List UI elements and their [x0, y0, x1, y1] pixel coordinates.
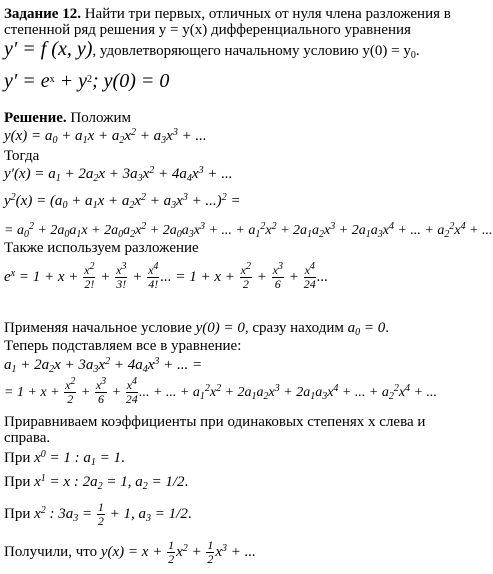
- task-text-1: Найти три первых, отличных от нуля члена разложения в: [80, 6, 451, 22]
- task-text-3: , удовлетворяющего начальному условию y(0) = y: [92, 43, 411, 59]
- text-also: Также используем разложение: [4, 240, 199, 256]
- ode-specific: $y' = e^x + y^2$; y(0) = 0: [4, 70, 170, 92]
- coef-x1: При $x^1 = x$ : $2a_2 = 1$, $a_2 = 1/2$.: [4, 473, 189, 492]
- ode-general: y′ = f (x, y): [4, 38, 93, 60]
- formula-lhs: $a_1 + 2a_2x + 3a_3x^2 + 4a_4x^3$ + ... =: [4, 356, 203, 375]
- solution-line-1: Решение. Положим: [4, 110, 132, 126]
- text-then: Тогда: [4, 148, 40, 164]
- formula-y-squared-expanded: = $a_0^2 + 2a_0a_1x + 2a_0a_2x^2 + 2a_0a_3x^3$ + ... + $a_1^2x^2 + 2a_1a_2x^3 + 2a_1a_3x^4$ + ... + $a_2^2x^4$ + ...: [4, 221, 493, 240]
- formula-y-series: $y(x) = a_0 + a_1x + a_2x^2 + a_3x^3$ + ...: [4, 127, 207, 146]
- text-compare-1: Приравниваем коэффициенты при одинаковых степенях x слева и: [4, 414, 426, 430]
- formula-exp-series: $e^x = 1 + x$ + $\frac{x^2}{2!}$ + $\frac{x^3}{3!}$ + $\frac{x^4}{4!}$ ... = 1 + x + $\frac{x^2}{2}$ + $\frac{x^3}{6}$ + $\frac{x^4}{24}$ ...: [4, 261, 329, 292]
- task-line-2: степенной ряд решения y = y(x) дифференциального уравнения: [4, 22, 411, 38]
- coef-x0: При $x^0 = 1$ : $a_1 = 1$.: [4, 449, 125, 468]
- formula-rhs: = 1 + x + $\frac{x^2}{2}$ + $\frac{x^3}{6}$ + $\frac{x^4}{24}$ ... + ... + $a_1^2x^2 + 2a_1a_2x^3 + 2a_1a_3x^4$ + ... + $a_2^2x^4$ + ...: [4, 376, 437, 407]
- text-compare-2: справа.: [4, 430, 51, 446]
- text-subst: Теперь подставляем все в уравнение:: [4, 338, 242, 354]
- result-line: Получили, что y(x) = x + $\frac{1}{2}$ $x^2$ + $\frac{1}{2}$ $x^3$ + ...: [4, 538, 256, 567]
- solution-label: Решение.: [4, 110, 67, 126]
- task-line-3: y′ = f (x, y), удовлетворяющего начальному условию $y(0) = y_0$.: [4, 38, 420, 61]
- task-label: Задание 12.: [4, 6, 81, 22]
- formula-y-prime: $y'(x) = a_1 + 2a_2x + 3a_3x^2 + 4a_4x^3$ + ...: [4, 165, 233, 184]
- formula-y-squared: $y^2(x) = (a_0 + a_1x + a_2x^2 + a_3x^3 + ...)^2$ =: [4, 192, 241, 211]
- text-apply: Применяя начальное условие y(0) = 0, сразу находим $a_0 = 0$.: [4, 320, 390, 338]
- coef-x2: При $x^2$ : $3a_3$ = $\frac{1}{2}$ + 1, $a_3 = 1/2$.: [4, 500, 192, 529]
- task-line-1: [4, 6, 451, 23]
